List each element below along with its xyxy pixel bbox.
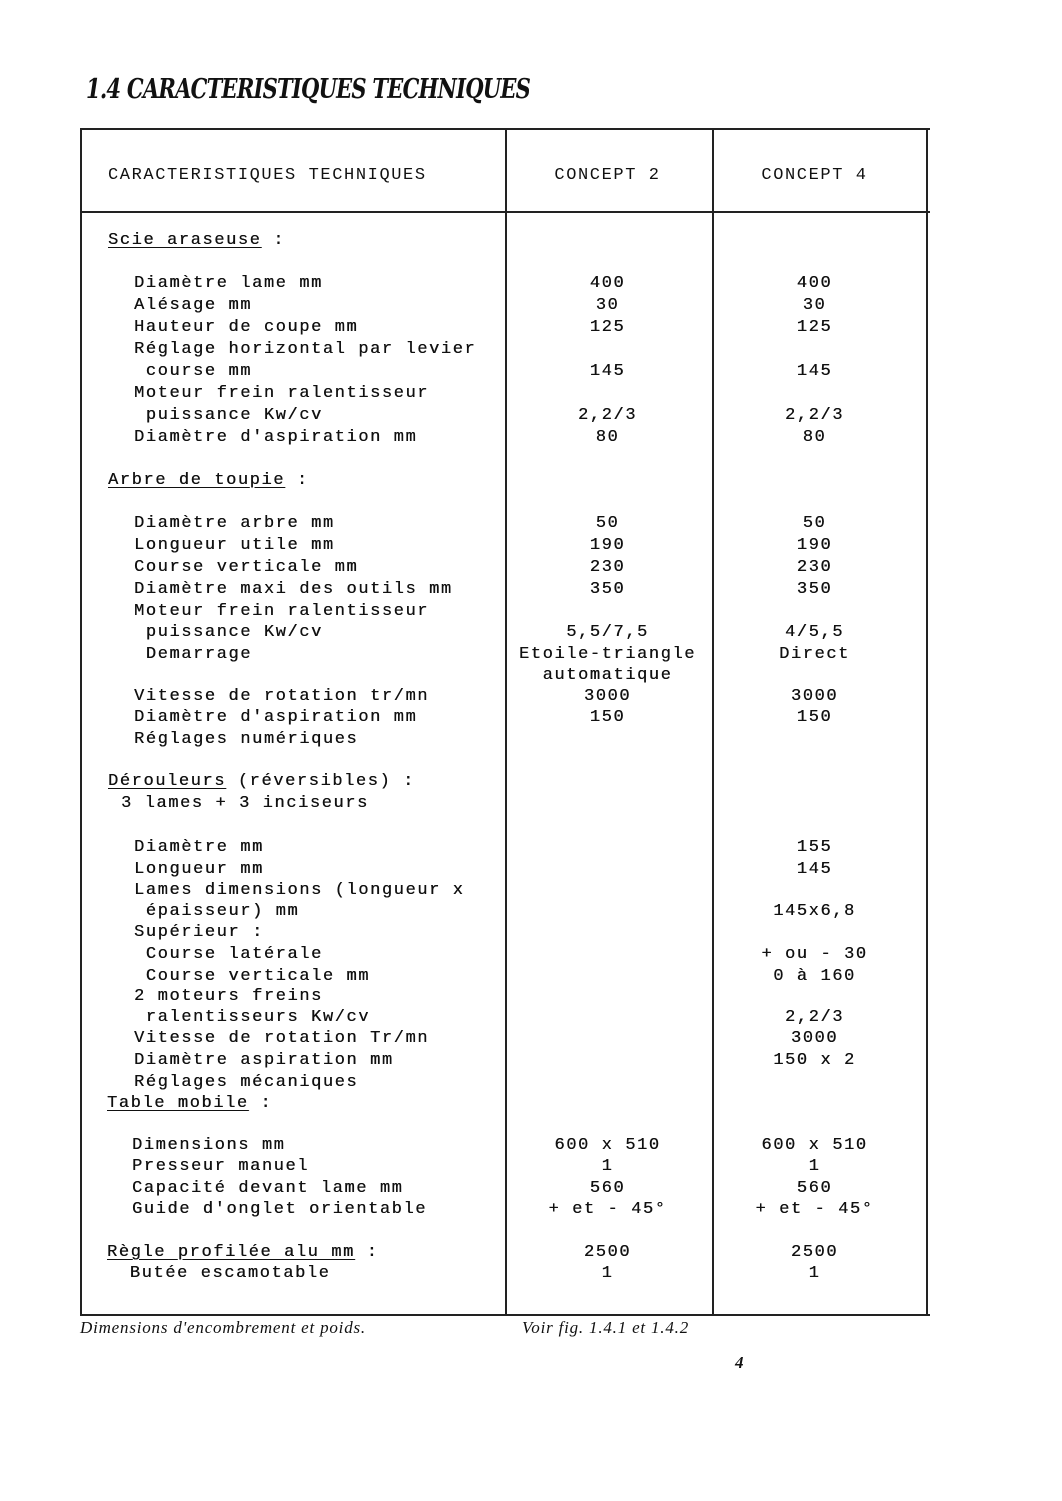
row-label: puissance Kw/cv [134,623,323,642]
row-label: Moteur frein ralentisseur [134,384,430,403]
section-subtitle: 3 lames + 3 inciseurs [121,794,369,813]
row-value-concept-4: 145 [796,860,833,879]
row-label: Longueur mm [134,860,264,879]
row-label: Réglages mécaniques [134,1073,359,1092]
row-value-concept-2: 80 [595,428,620,447]
row-label: puissance Kw/cv [134,406,323,425]
row-value-concept-4: 400 [796,274,833,293]
section-title-suffix: : [285,471,309,490]
row-value-concept-2: 400 [589,274,626,293]
header-concept-4: CONCEPT 4 [761,166,868,185]
section-title-suffix: : [354,1243,379,1262]
section-title [108,470,309,492]
section-title-text: Règle profilée alu mm [107,1243,355,1262]
table-right-border [926,128,928,1316]
row-value-concept-2: 1 [601,1264,614,1283]
row-value-concept-4: 3000 [790,1029,839,1048]
row-value-concept-4: 1 [808,1264,821,1283]
row-value-concept-2: 190 [589,536,626,555]
section-title-text: Table mobile [107,1094,249,1113]
row-value-concept-4: 4/5,5 [784,623,844,642]
row-label: Supérieur : [134,923,264,942]
row-value-concept-2: 230 [589,558,626,577]
header-concept-2: CONCEPT 2 [554,166,661,185]
row-label: Course verticale mm [134,967,371,986]
row-value-concept-2: automatique [542,666,673,685]
row-label: Vitesse de rotation Tr/mn [134,1029,430,1048]
row-value-concept-4: 230 [796,558,833,577]
row-value-concept-2: 1 [601,1157,614,1176]
row-value-concept-4: 2,2/3 [784,1008,844,1027]
row-value-concept-4: 3000 [790,687,839,706]
row-value-concept-4: 50 [802,514,827,533]
row-value-concept-4: 155 [796,838,833,857]
row-value-concept-4: 0 à 160 [773,967,856,986]
row-value-concept-4: 125 [796,318,833,337]
row-value-concept-4: 145 [796,362,833,381]
row-value-concept-2: 600 x 510 [554,1136,661,1155]
row-label: Capacité devant lame mm [132,1179,404,1198]
header-specifications: CARACTERISTIQUES TECHNIQUES [108,166,427,185]
row-label: Demarrage [134,645,253,664]
row-label: Course latérale [134,945,323,964]
row-value-concept-2: 2,2/3 [577,406,637,425]
section-title [107,1242,378,1264]
row-value-concept-4: 560 [796,1179,833,1198]
row-label: Course verticale mm [134,558,359,577]
row-value-concept-2: 150 [589,708,626,727]
row-value-concept-2: 350 [589,580,626,599]
row-label: Guide d'onglet orientable [132,1200,428,1219]
section-title-text: Arbre de toupie [108,471,286,490]
page-number: 4 [735,1353,744,1372]
row-value-concept-2: 3000 [583,687,632,706]
section-title-suffix: : [248,1094,273,1113]
section-title [107,1093,272,1115]
section-title-text: Scie araseuse [108,231,262,250]
section-title [108,771,415,793]
row-value-concept-4: 350 [796,580,833,599]
row-label: Diamètre d'aspiration mm [134,708,418,727]
row-value-concept-4: 30 [802,296,827,315]
section-title-suffix: : [261,231,286,250]
row-value-concept-2: 560 [589,1179,626,1198]
row-label: Diamètre mm [134,838,264,857]
row-value-concept-4: + et - 45° [755,1200,874,1219]
row-label: Diamètre aspiration mm [134,1051,394,1070]
row-value-concept-4: 80 [802,428,827,447]
footer-note-figure-reference: Voir fig. 1.4.1 et 1.4.2 [522,1318,690,1337]
row-value-concept-2: 125 [589,318,626,337]
row-value-concept-4: + ou - 30 [761,945,868,964]
row-label: Lames dimensions (longueur x [134,881,465,900]
row-label: Longueur utile mm [134,536,335,555]
row-value-concept-2: 50 [595,514,620,533]
row-value-concept-4: 600 x 510 [761,1136,868,1155]
row-label: Dimensions mm [132,1136,286,1155]
row-value-concept-2: 30 [595,296,620,315]
row-label: Diamètre arbre mm [134,514,335,533]
row-value-concept-4: 1 [808,1157,821,1176]
row-value-concept-4: 150 [796,708,833,727]
row-value-concept-2: Etoile-triangle [518,645,697,664]
footer-note-dimensions: Dimensions d'encombrement et poids. [80,1318,366,1337]
row-label: Moteur frein ralentisseur [134,602,430,621]
section-value-concept-2: 2500 [583,1243,632,1262]
row-label: épaisseur) mm [134,902,300,921]
row-label: Alésage mm [134,296,253,315]
row-label: 2 moteurs freins [134,987,323,1006]
row-label: Réglage horizontal par levier [134,340,477,359]
row-value-concept-4: 150 x 2 [773,1051,856,1070]
row-value-concept-2: + et - 45° [548,1200,667,1219]
row-value-concept-2: 145 [589,362,626,381]
row-label: course mm [134,362,253,381]
row-value-concept-4: 190 [796,536,833,555]
row-value-concept-2: 5,5/7,5 [566,623,649,642]
section-title [108,230,285,252]
table-left-border [80,128,82,1316]
page-title: 1.4 CARACTERISTIQUES TECHNIQUES [86,74,531,105]
row-value-concept-4: 2,2/3 [784,406,844,425]
row-label: Diamètre lame mm [134,274,323,293]
row-value-concept-4: Direct [779,645,850,664]
row-label: Vitesse de rotation tr/mn [134,687,430,706]
section-title-suffix: (réversibles) : [226,772,415,791]
row-label: Réglages numériques [134,730,359,749]
section-value-concept-4: 2500 [790,1243,839,1262]
row-label: Butée escamotable [118,1264,331,1283]
row-label: Diamètre d'aspiration mm [134,428,418,447]
row-label: Hauteur de coupe mm [134,318,359,337]
row-label: ralentisseurs Kw/cv [134,1008,371,1027]
row-value-concept-4: 145x6,8 [773,902,856,921]
row-label: Diamètre maxi des outils mm [134,580,453,599]
row-label: Presseur manuel [132,1157,310,1176]
section-title-text: Dérouleurs [108,772,227,791]
